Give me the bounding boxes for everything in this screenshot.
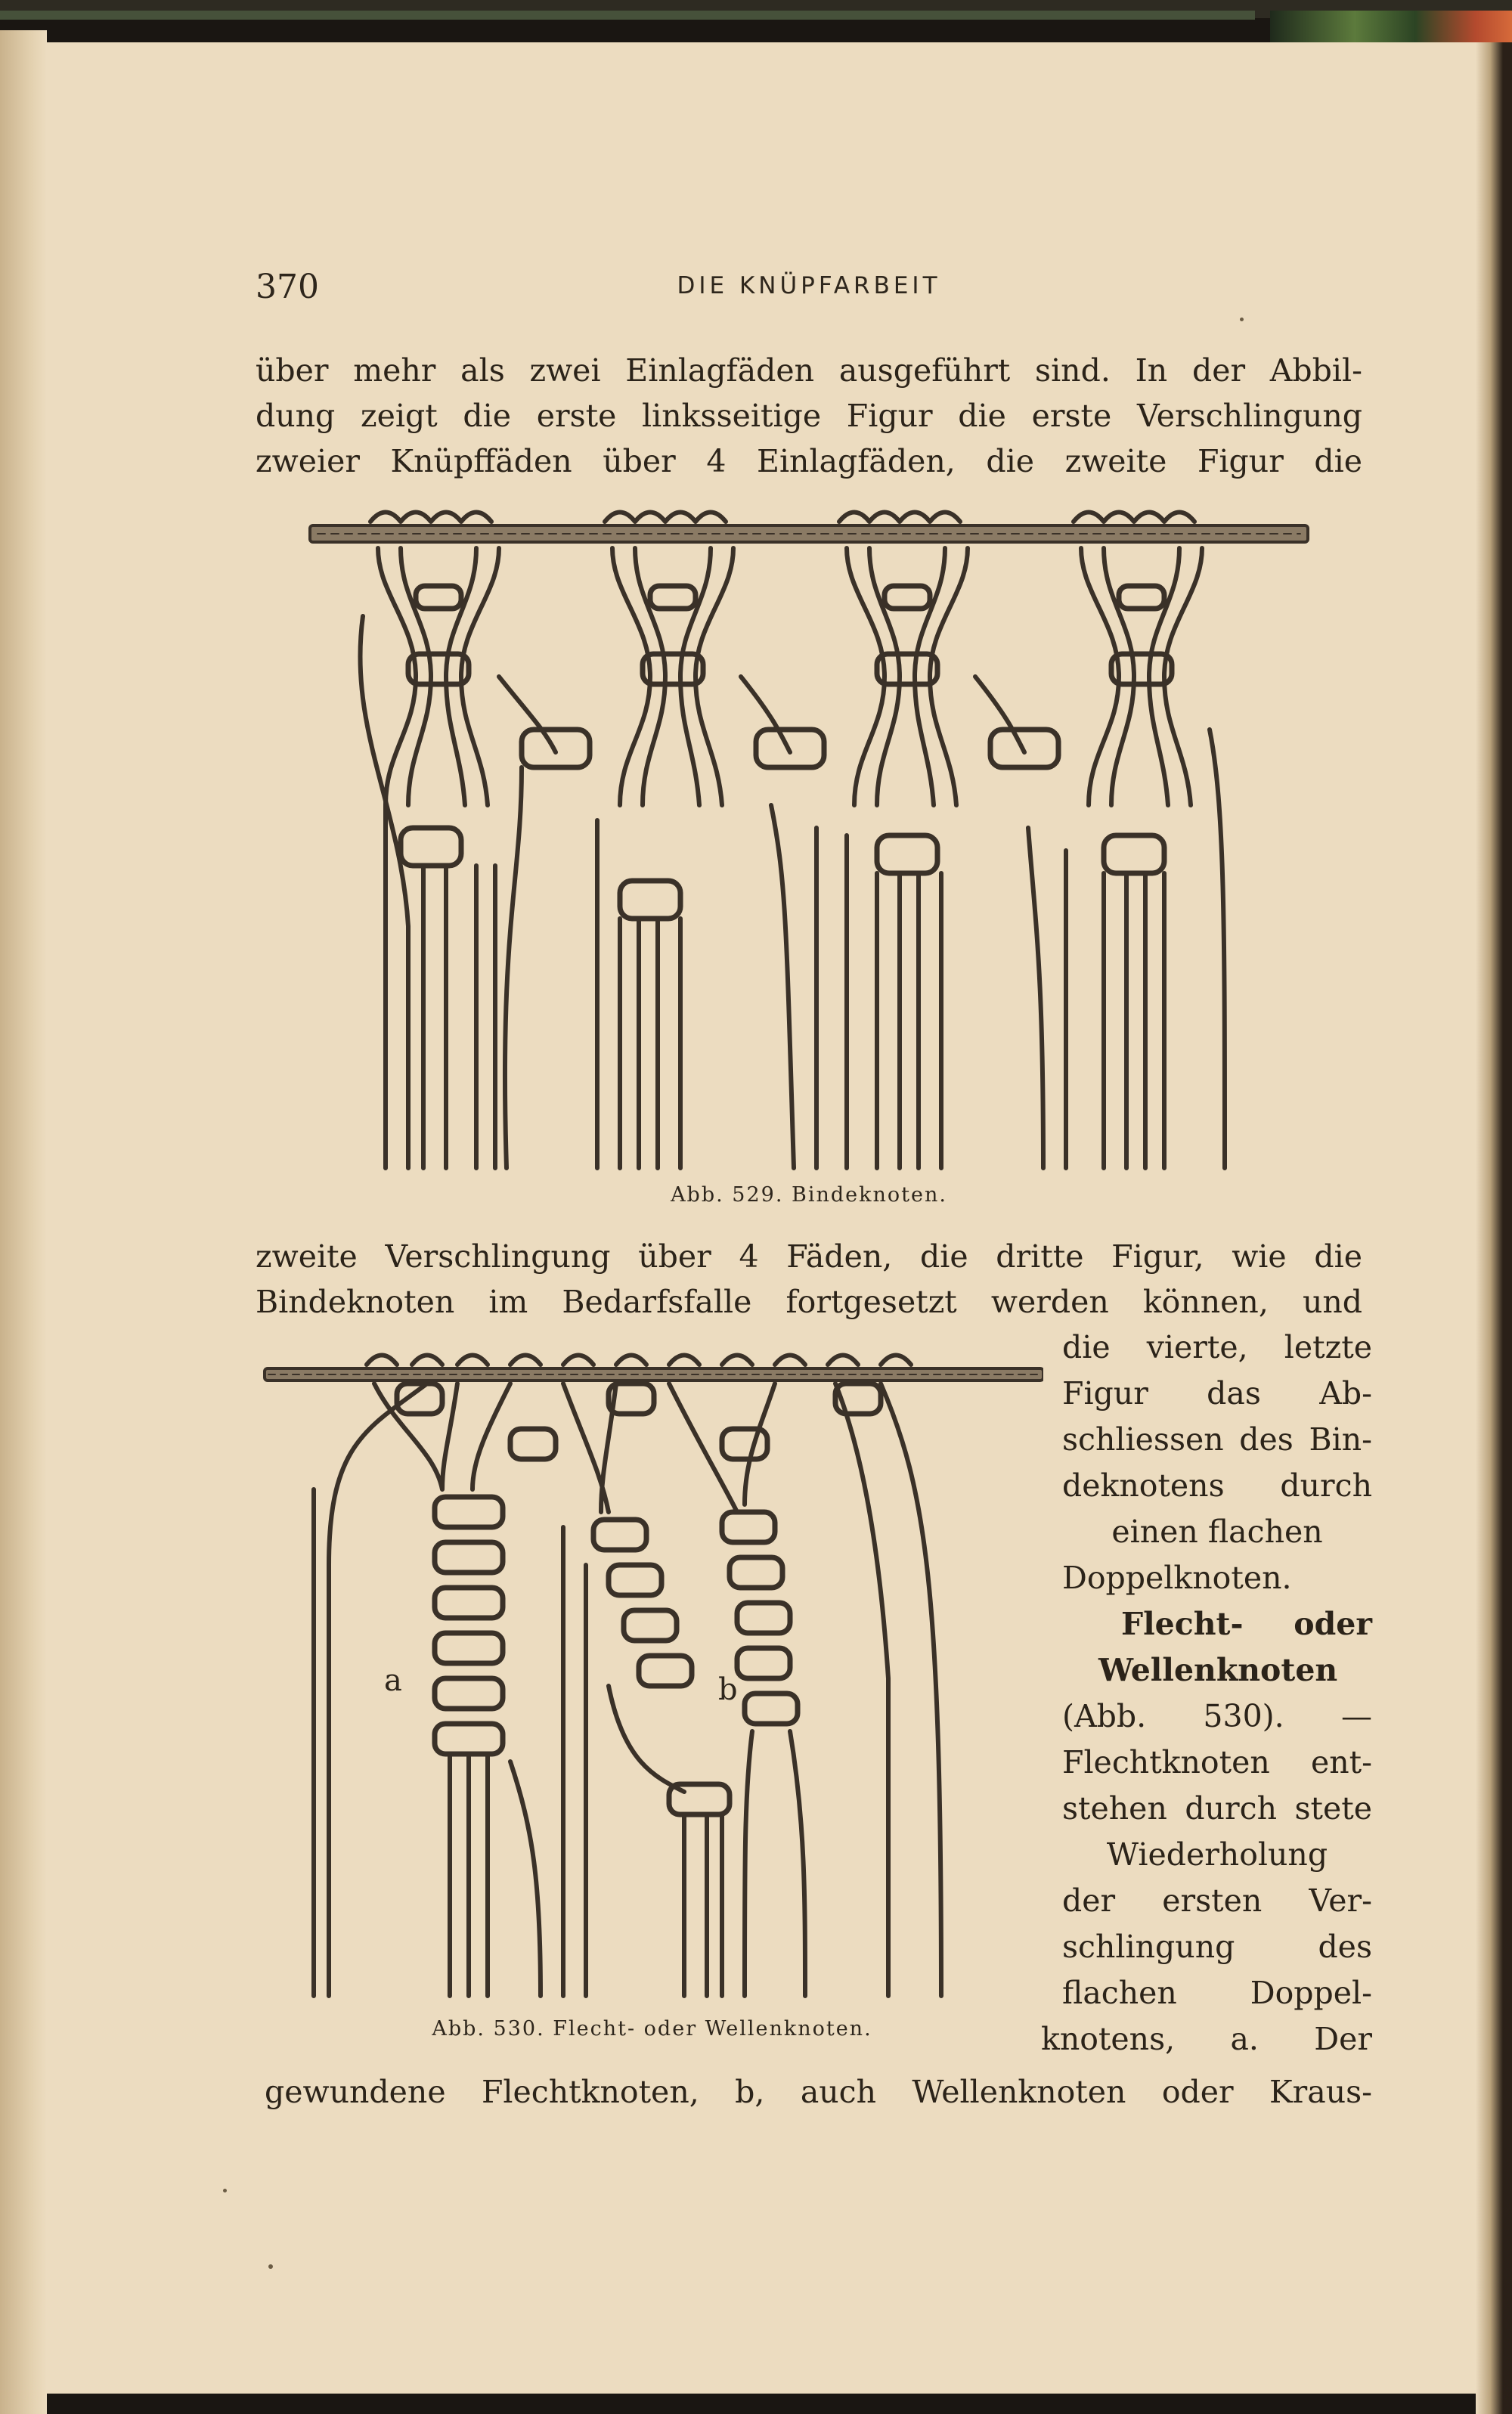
paper-speck [268, 2264, 273, 2269]
ribbon-bookmark [1270, 11, 1512, 42]
section-heading: Wellenknoten [1098, 1652, 1338, 1688]
text-line: schlingung des [1062, 1929, 1372, 1965]
knot-group [370, 513, 499, 806]
text-line: schliessen des Bin- [1062, 1421, 1372, 1458]
text-line: Flechtknoten ent- [1062, 1744, 1372, 1780]
text-line: zweier Knüpffäden über 4 Einlagfäden, die zweite Figur die [256, 443, 1362, 479]
figure-529-illustration [302, 503, 1315, 1179]
text-line: Bindeknoten im Bedarfsfalle fortgesetzt werden können, und [256, 1284, 1362, 1320]
paper-speck [223, 2189, 227, 2192]
page-gutter-left [0, 30, 47, 2414]
paper-speck [1240, 318, 1244, 321]
text-line: der ersten Ver- [1062, 1883, 1372, 1919]
text-line: gewundene Flechtknoten, b, auch Wellenknoten oder Kraus- [265, 2074, 1372, 2110]
text-line: deknotens durch [1062, 1467, 1372, 1504]
text-line: über mehr als zwei Einlagfäden ausgeführt sind. In der Abbil- [256, 352, 1362, 389]
text-line: die vierte, letzte [1062, 1329, 1372, 1365]
text-line: Figur das Ab- [1062, 1375, 1372, 1412]
figure-530-illustration [261, 1338, 1043, 2003]
side-column-text [1041, 1325, 1372, 2062]
text-line: stehen durch stete [1062, 1790, 1372, 1827]
page-edge-right [1476, 30, 1512, 2414]
text-line: (Abb. 530). — [1062, 1698, 1372, 1734]
text-line: dung zeigt die erste linksseitige Figur die erste Verschlingung [256, 398, 1362, 434]
figure-label-b: b [718, 1672, 738, 1707]
figure-530-caption: Abb. 530. Flecht- oder Wellenknoten. [432, 2017, 872, 2041]
figure-529-caption: Abb. 529. Bindeknoten. [671, 1183, 947, 1207]
text-line: flachen Doppel- [1062, 1975, 1372, 2011]
text-line: Wiederholung [1106, 1836, 1328, 1873]
text-line: knotens, a. Der [1041, 2021, 1372, 2057]
book-edge-green [0, 11, 1255, 20]
page-header [256, 268, 1362, 313]
running-title: DIE KNÜPFARBEIT [677, 272, 941, 299]
figure-label-a: a [384, 1663, 402, 1698]
text-line: zweite Verschlingung über 4 Fäden, die dritte Figur, wie die [256, 1238, 1362, 1275]
text-line: einen flachen [1111, 1514, 1323, 1550]
text-line: Doppelknoten. [1062, 1560, 1292, 1596]
section-heading: Flecht- oder [1121, 1606, 1372, 1642]
page-number: 370 [256, 268, 319, 306]
